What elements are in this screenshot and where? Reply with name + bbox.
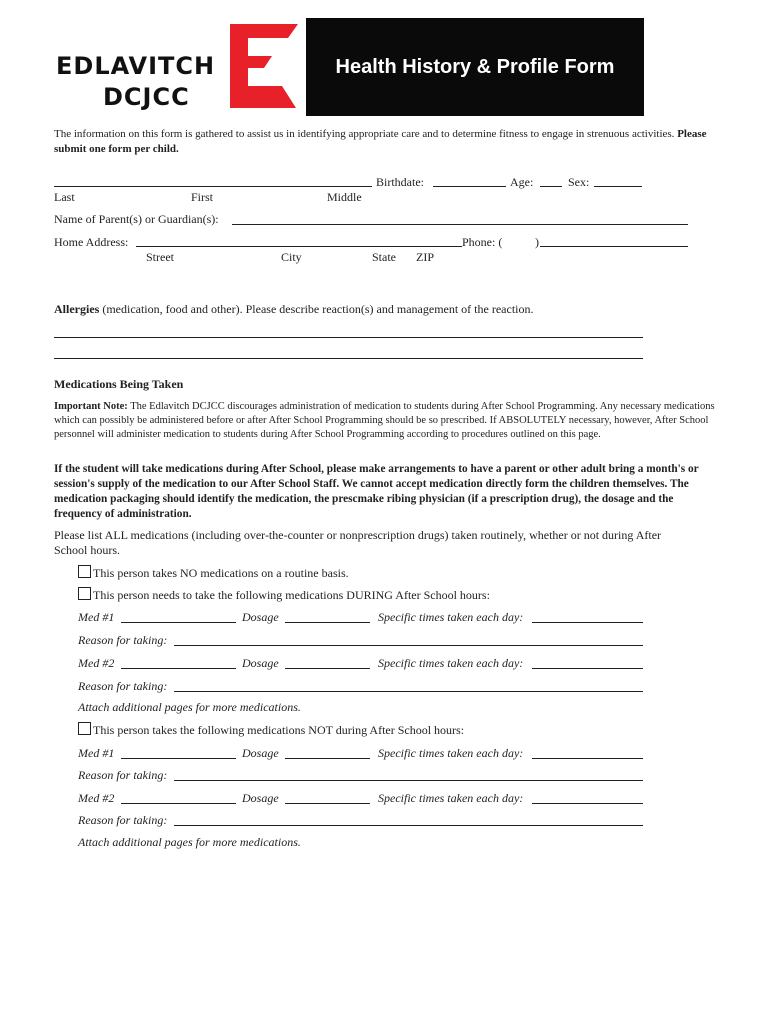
zip-label: ZIP	[416, 250, 434, 264]
list-instructions: Please list ALL medications (including over-the-counter or nonprescription drugs) taken routinely, whether or not during After School hours.	[54, 528, 662, 557]
form-title-text: Health History & Profile Form	[335, 55, 615, 78]
times4-field[interactable]	[532, 803, 643, 804]
allergies-field-1[interactable]	[54, 337, 643, 338]
times2-field[interactable]	[532, 668, 643, 669]
allergies-heading: Allergies	[54, 302, 100, 316]
last-label: Last	[54, 190, 75, 204]
med1-field[interactable]	[121, 622, 236, 623]
med2-field[interactable]	[121, 668, 236, 669]
times3-label: Specific times taken each day:	[378, 746, 524, 760]
age-label: Age:	[510, 175, 534, 189]
birthdate-field[interactable]	[433, 186, 506, 187]
attach-note-1: Attach additional pages for more medications.	[78, 700, 301, 714]
dosage2-field[interactable]	[285, 668, 370, 669]
phone-label: Phone: (	[462, 235, 503, 249]
form-title	[306, 18, 644, 116]
logo-e-mark	[228, 22, 300, 112]
med2-label: Med #2	[78, 656, 115, 670]
middle-label: Middle	[327, 190, 362, 204]
reason1-field[interactable]	[174, 645, 643, 646]
address-field[interactable]	[136, 246, 462, 247]
med1-label: Med #1	[78, 610, 115, 624]
medication-instructions: If the student will take medications during After School, please make arrangements to have a parent or other adult bring a month's or session's supply of the medication to our After School Staff. We cannot accept medication directly form the children themselves. The medication packaging should identify the medication, the prescmake ribing physician (if a prescription drug), the dosage and the frequency of administration.	[54, 463, 699, 520]
reason1-label: Reason for taking:	[78, 633, 168, 647]
logo-line1: EDLAVITCH	[56, 52, 216, 80]
times2-label: Specific times taken each day:	[378, 656, 524, 670]
reason2-label: Reason for taking:	[78, 679, 168, 693]
reason4-field[interactable]	[174, 825, 643, 826]
times1-field[interactable]	[532, 622, 643, 623]
note-text: The Edlavitch DCJCC discourages administration of medication to students during After School Programming. Any necessary medications which can possibly be administered before or after After School Programming should be so prescribed. If ABSOLUTELY necessary, however, After School personnel will administer medication to students during After School Programming according to procedures outlined on this page.	[54, 401, 715, 440]
sex-label: Sex:	[568, 175, 590, 189]
street-label: Street	[146, 250, 174, 264]
first-label: First	[191, 190, 214, 204]
dosage1-label: Dosage	[242, 610, 279, 624]
allergies-field-2[interactable]	[54, 358, 643, 359]
home-label: Home Address:	[54, 235, 129, 249]
times3-field[interactable]	[532, 758, 643, 759]
times4-label: Specific times taken each day:	[378, 791, 524, 805]
med3-field[interactable]	[121, 758, 236, 759]
med3-label: Med #1	[78, 746, 115, 760]
city-label: City	[281, 250, 302, 264]
dosage4-field[interactable]	[285, 803, 370, 804]
reason2-field[interactable]	[174, 691, 643, 692]
parent-field[interactable]	[232, 224, 688, 225]
med4-field[interactable]	[121, 803, 236, 804]
checkbox-not-during[interactable]	[78, 722, 91, 735]
dosage3-field[interactable]	[285, 758, 370, 759]
option-not-during[interactable]	[78, 722, 464, 738]
dosage2-label: Dosage	[242, 656, 279, 670]
times1-label: Specific times taken each day:	[378, 610, 524, 624]
logo-line2: DCJCC	[103, 83, 190, 111]
dosage4-label: Dosage	[242, 791, 279, 805]
dosage3-label: Dosage	[242, 746, 279, 760]
reason3-label: Reason for taking:	[78, 768, 168, 782]
dosage1-field[interactable]	[285, 622, 370, 623]
intro-text: The information on this form is gathered to assist us in identifying appropriate care and to determine fitness to engage in strenuous activities.	[54, 128, 675, 140]
state-label: State	[372, 250, 396, 264]
checkbox-during[interactable]	[78, 587, 91, 600]
note-label: Important Note:	[54, 401, 128, 412]
option-no-meds-label: This person takes NO medications on a routine basis.	[93, 566, 349, 580]
option-not-during-label: This person takes the following medications NOT during After School hours:	[93, 723, 465, 737]
birthdate-label: Birthdate:	[376, 175, 424, 189]
med4-label: Med #2	[78, 791, 115, 805]
medications-heading: Medications Being Taken	[54, 377, 184, 391]
phone-close: )	[535, 235, 539, 249]
option-during[interactable]	[78, 587, 490, 603]
important-note	[54, 400, 718, 442]
attach-note-2: Attach additional pages for more medications.	[78, 835, 301, 849]
allergies-text: (medication, food and other). Please describe reaction(s) and management of the reaction.	[102, 302, 534, 316]
intro-paragraph	[54, 127, 718, 157]
age-field[interactable]	[540, 186, 562, 187]
intro-bold: Please submit one form per child.	[54, 128, 707, 155]
option-during-label: This person needs to take the following medications DURING After School hours:	[93, 588, 490, 602]
name-field[interactable]	[54, 186, 372, 187]
phone-field[interactable]	[540, 246, 688, 247]
reason4-label: Reason for taking:	[78, 813, 168, 827]
reason3-field[interactable]	[174, 780, 643, 781]
allergies-line	[54, 302, 533, 317]
parent-label: Name of Parent(s) or Guardian(s):	[54, 212, 219, 226]
checkbox-no-meds[interactable]	[78, 565, 91, 578]
option-no-meds[interactable]	[78, 565, 349, 581]
sex-field[interactable]	[594, 186, 642, 187]
